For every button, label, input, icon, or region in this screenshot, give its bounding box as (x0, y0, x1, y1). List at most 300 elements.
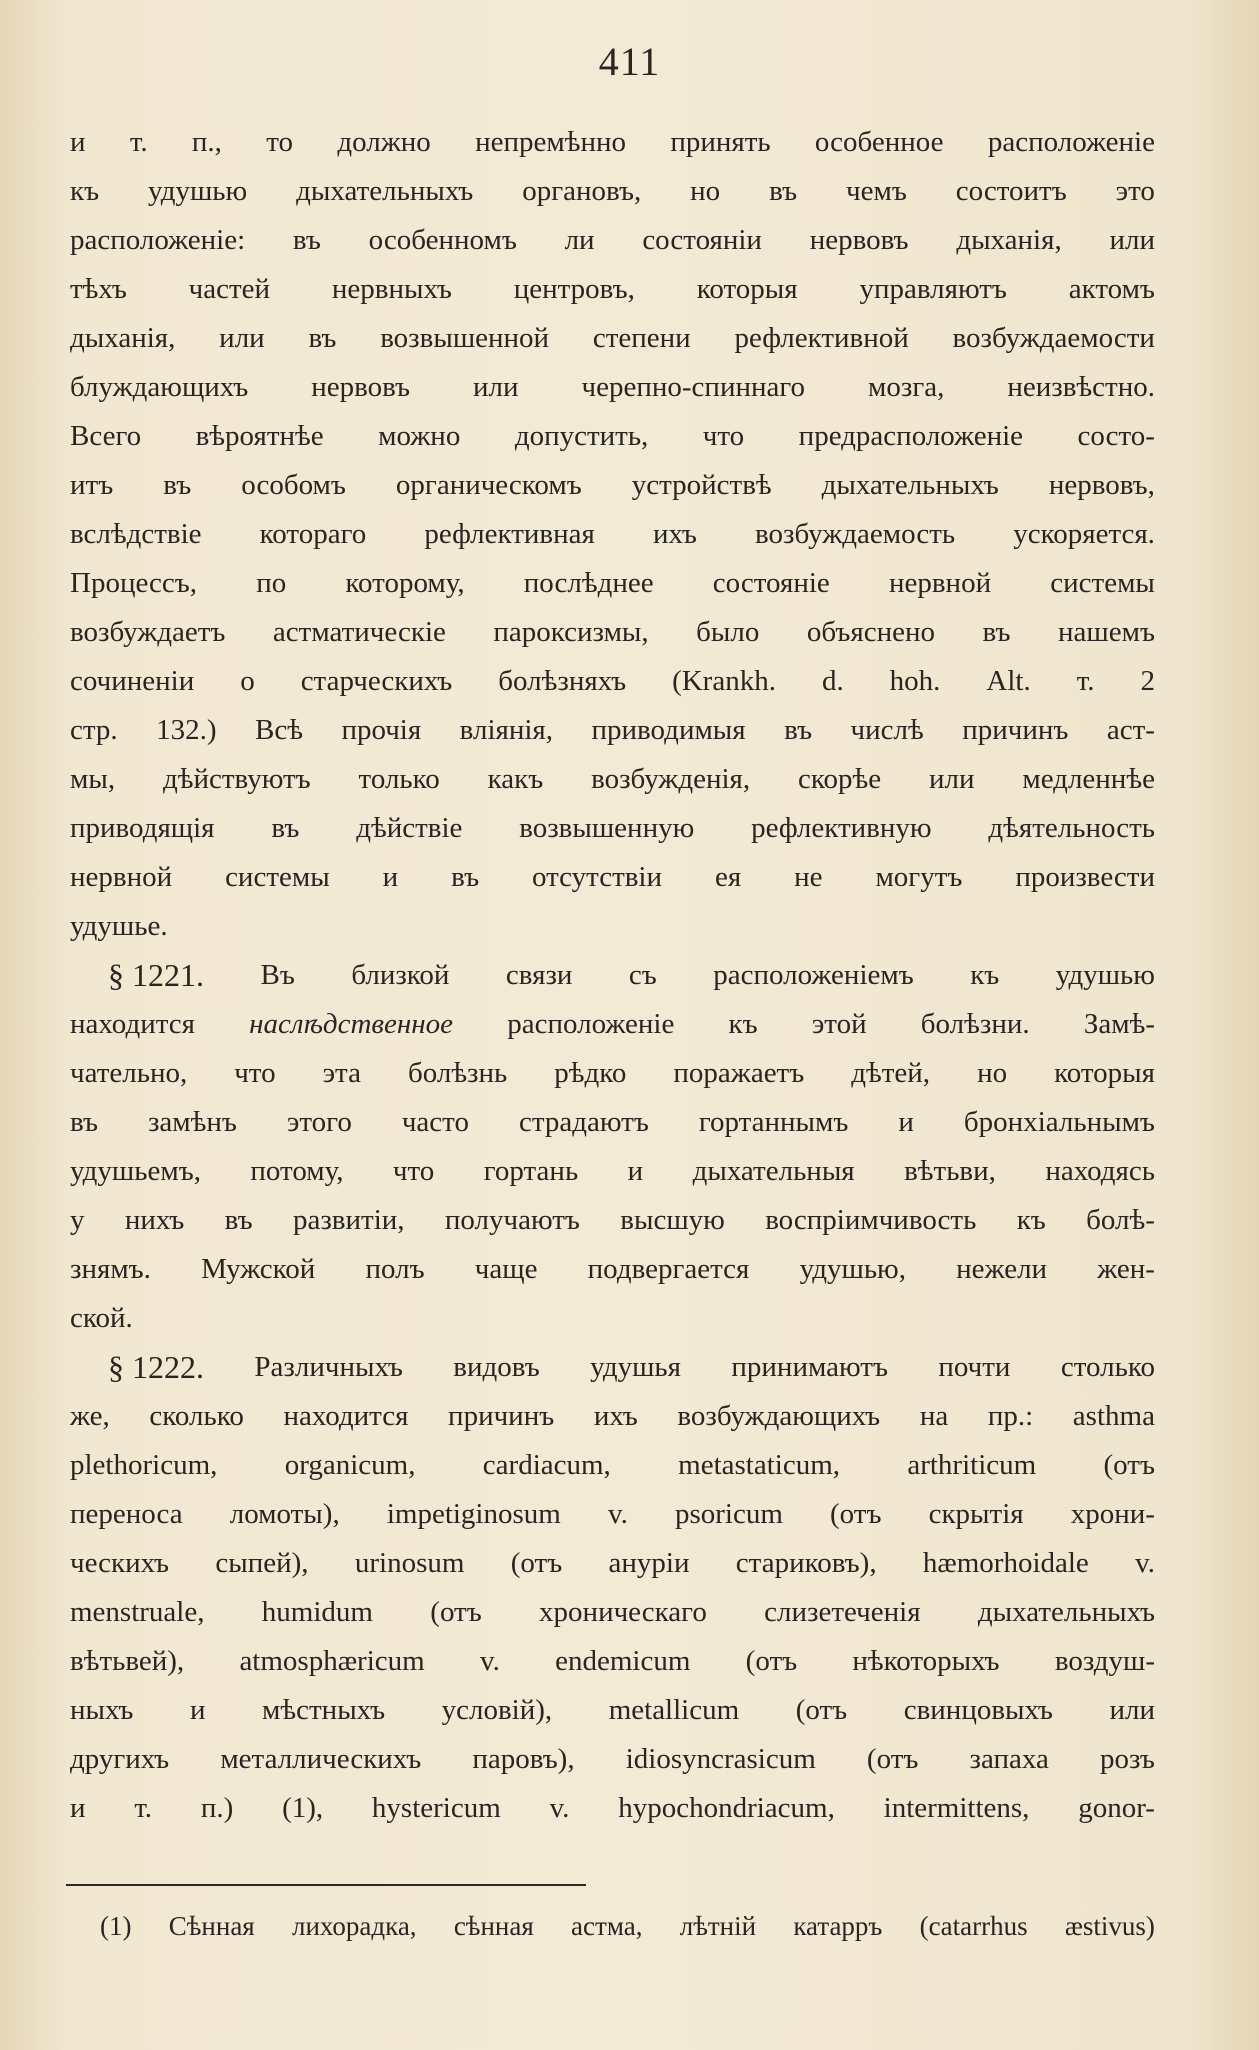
word: дыхательныхъ (296, 175, 474, 207)
word: черепно-спиннаго (581, 371, 806, 403)
word: расположеніе (507, 1008, 675, 1040)
word: въ (271, 812, 300, 844)
word: пароксизмы, (493, 616, 649, 648)
word: ускоряется. (1013, 518, 1155, 550)
word: нашемъ (1058, 616, 1155, 648)
word: вліянія, (459, 714, 554, 746)
word: idiosyncrasicum (625, 1743, 816, 1775)
footnote-marker: (1) (100, 1911, 132, 1941)
word: возвышенной (380, 322, 550, 354)
footnote-word: астма, (571, 1911, 643, 1941)
word: развитіи, (292, 1204, 405, 1236)
word: п., (191, 126, 222, 158)
word: то (266, 126, 294, 158)
text-line (70, 1049, 1155, 1098)
footnote-word: (catarrhus (919, 1911, 1028, 1941)
text-line (70, 755, 1155, 804)
word: какъ (487, 763, 544, 795)
text-line (70, 1245, 1155, 1294)
text-line (70, 118, 1155, 167)
word: ихъ (593, 1400, 638, 1432)
word: и (70, 126, 86, 158)
text-line (70, 1294, 1155, 1343)
footnote-word: æstivus) (1064, 1911, 1155, 1941)
word: дыханія, (70, 322, 176, 354)
word: съ (628, 959, 657, 991)
word: которыя (1054, 1057, 1155, 1089)
word: d. (821, 665, 844, 697)
word: пр.: (987, 1400, 1034, 1432)
word: ли (564, 224, 595, 256)
text-line (70, 1686, 1155, 1735)
section-number: § 1221. (108, 957, 204, 993)
word: или (1109, 1694, 1155, 1726)
word: или (1109, 224, 1155, 256)
text-line (70, 706, 1155, 755)
footnote-word: Сѣнная (168, 1911, 255, 1941)
word: нежели (956, 1253, 1048, 1285)
word: непремѣнно (475, 126, 626, 158)
word: центровъ, (513, 273, 635, 305)
word: дѣятельность (988, 812, 1155, 844)
text-line (70, 1588, 1155, 1637)
word: гортаннымъ (698, 1106, 849, 1138)
word: hystericum (371, 1792, 501, 1824)
word: дѣйствіе (356, 812, 463, 844)
word: связи (505, 959, 573, 991)
word: ея (714, 861, 742, 893)
word: Въ (260, 959, 295, 991)
text-line (70, 1490, 1155, 1539)
word: анурiи (608, 1547, 690, 1579)
word: скорѣе (798, 763, 882, 795)
word: endemicum (555, 1645, 691, 1677)
text-line (70, 216, 1155, 265)
word: дѣйствуютъ (162, 763, 311, 795)
word: atmosphæricum (239, 1645, 425, 1677)
word: или (928, 763, 975, 795)
word: числѣ (850, 714, 924, 746)
word: въ (224, 1204, 253, 1236)
word: воздуш- (1054, 1645, 1155, 1677)
text-line (70, 1735, 1155, 1784)
page-number: 411 (598, 39, 661, 84)
word: степени (592, 322, 691, 354)
text-line (70, 951, 1155, 1000)
word: (Krankh. (672, 665, 776, 697)
word: подвергается (587, 1253, 750, 1285)
word: но (690, 175, 721, 207)
text-line (70, 902, 1155, 951)
word: причинъ (448, 1400, 555, 1432)
word: нервной (888, 567, 992, 599)
word: въ (292, 224, 321, 256)
word: plethoricum, (70, 1449, 218, 1481)
word: удушью, (799, 1253, 906, 1285)
word: Мужской (201, 1253, 316, 1285)
word: нихъ (124, 1204, 185, 1236)
word: нервовъ, (1048, 469, 1155, 501)
word: возбуждающихъ (677, 1400, 881, 1432)
word: свинцовыхъ (903, 1694, 1053, 1726)
text-line (70, 853, 1155, 902)
word: къ (1016, 1204, 1046, 1236)
word: (отъ (866, 1743, 919, 1775)
text-line (70, 1000, 1155, 1049)
word: impetiginosum (386, 1498, 561, 1530)
footnote-word: катарръ (793, 1911, 883, 1941)
text-line (70, 412, 1155, 461)
word: intermittens, (883, 1792, 1030, 1824)
word: находясь (1045, 1155, 1155, 1187)
word: (отъ (795, 1694, 848, 1726)
word: частей (188, 273, 271, 305)
word: прочія (341, 714, 422, 746)
word: металлическихъ (220, 1743, 422, 1775)
word: удушья (590, 1351, 681, 1383)
word: что (392, 1155, 435, 1187)
word: переноса (70, 1498, 183, 1530)
text-line (70, 559, 1155, 608)
word: arthriticum (907, 1449, 1037, 1481)
word: старческихъ (300, 665, 453, 697)
word: (отъ (510, 1547, 563, 1579)
word: находится (283, 1400, 409, 1432)
text-line (70, 363, 1155, 412)
word: могутъ (875, 861, 963, 893)
word: находится (70, 1008, 195, 1040)
word: наслѣдственное (249, 1008, 454, 1040)
word: asthma (1072, 1400, 1155, 1432)
word: не (794, 861, 823, 893)
word: это (1115, 175, 1155, 207)
word: о (240, 665, 255, 697)
word: почти (938, 1351, 1011, 1383)
word: которому, (345, 567, 465, 599)
word: нервныхъ (331, 273, 452, 305)
word: видовъ (453, 1351, 540, 1383)
word: принять (670, 126, 771, 158)
word: hæmorhoidale (922, 1547, 1089, 1579)
word: причинъ (962, 714, 1069, 746)
word: сочиненіи (70, 665, 195, 697)
word: получаютъ (444, 1204, 580, 1236)
text-line (70, 461, 1155, 510)
text-line (70, 1343, 1155, 1392)
word: въ (70, 1106, 98, 1138)
word: итъ (70, 469, 114, 501)
word: cardiacum, (482, 1449, 611, 1481)
word: мы, (70, 763, 116, 795)
word: возбужденія, (591, 763, 751, 795)
word: блуждающихъ (70, 371, 249, 403)
word: гортань (483, 1155, 579, 1187)
word: воспріимчивость (765, 1204, 977, 1236)
text-line (70, 314, 1155, 363)
word: вѣроятнѣе (195, 420, 324, 452)
word: столько (1060, 1351, 1155, 1383)
word: hypochondriacum, (618, 1792, 835, 1824)
word: ческихъ (70, 1547, 170, 1579)
body-text (70, 118, 1155, 1833)
word: возбуждаемости (952, 322, 1155, 354)
word: 132.) (156, 714, 217, 746)
word: тѣхъ (70, 273, 127, 305)
footnote-word: лихорадка, (292, 1911, 417, 1941)
word: хроническаго (539, 1596, 707, 1628)
word: Замѣ- (1083, 1008, 1155, 1040)
word: нервовъ (311, 371, 411, 403)
word: паровъ), (472, 1743, 575, 1775)
word: расположеніе: (70, 224, 246, 256)
word: состояніе (712, 567, 830, 599)
word: отсутствіи (532, 861, 663, 893)
word: дыхательныя (692, 1155, 855, 1187)
word: допустить, (514, 420, 649, 452)
word: страдаютъ (518, 1106, 649, 1138)
word: ихъ (652, 518, 697, 550)
word: только (358, 763, 440, 795)
word: запаха (969, 1743, 1049, 1775)
word: же, (70, 1400, 110, 1432)
word: или (473, 371, 519, 403)
word: болѣзнь (407, 1057, 508, 1089)
word: расположеніемъ (713, 959, 914, 991)
word: системы (1050, 567, 1155, 599)
word: ской. (70, 1302, 133, 1334)
footnote-word: сѣнная (453, 1911, 534, 1941)
word: къ (728, 1008, 758, 1040)
word: скрытія (928, 1498, 1024, 1530)
word: нервовъ (809, 224, 909, 256)
text-line (70, 167, 1155, 216)
word: знямъ. (70, 1253, 151, 1285)
word: астматическіе (272, 616, 446, 648)
word: высшую (620, 1204, 725, 1236)
word: metallicum (608, 1694, 740, 1726)
word: возбуждаемость (755, 518, 956, 550)
word: состоитъ (955, 175, 1067, 207)
word: и (627, 1155, 644, 1187)
word: urinosum (354, 1547, 465, 1579)
word: системы (225, 861, 330, 893)
word: сыпей), (215, 1547, 309, 1579)
word: v. (1135, 1547, 1155, 1579)
text-line (70, 1637, 1155, 1686)
text-line (70, 265, 1155, 314)
word: къ (970, 959, 1000, 991)
word: удушье. (70, 910, 168, 942)
word: и (898, 1106, 914, 1138)
word: актомъ (1068, 273, 1155, 305)
word: болѣзняхъ (498, 665, 627, 697)
word: вѣтьви, (904, 1155, 996, 1187)
word: медленнѣе (1022, 763, 1155, 795)
word: объяснено (806, 616, 936, 648)
footnote-divider (66, 1884, 586, 1886)
word: эта (322, 1057, 361, 1089)
word: (отъ (830, 1498, 882, 1530)
word: мѣстныхъ (262, 1694, 386, 1726)
word: болѣзни. (920, 1008, 1030, 1040)
word: устройствѣ (631, 469, 772, 501)
word: чательно, (70, 1057, 188, 1089)
word: полъ (365, 1253, 425, 1285)
word: v. (479, 1645, 500, 1677)
word: аст- (1106, 714, 1155, 746)
word: управляютъ (859, 273, 1007, 305)
word: послѣднее (523, 567, 654, 599)
word: особенномъ (368, 224, 517, 256)
word: psoricum (674, 1498, 783, 1530)
text-line (70, 1147, 1155, 1196)
word: дыхательныхъ (821, 469, 999, 501)
word: и (382, 861, 399, 893)
word: удушью (1055, 959, 1155, 991)
word: потому, (250, 1155, 344, 1187)
word: въ (163, 469, 192, 501)
word: стр. (70, 714, 118, 746)
word: приводимыя (591, 714, 746, 746)
text-line (70, 1539, 1155, 1588)
word: 2 (1140, 665, 1155, 697)
word: было (696, 616, 760, 648)
word: Всего (70, 420, 142, 452)
word: Процессъ, (70, 567, 198, 599)
word: приводящія (70, 812, 215, 844)
word: и (189, 1694, 206, 1726)
word: ломоты), (229, 1498, 340, 1530)
word: сколько (149, 1400, 244, 1432)
word: (1), (282, 1792, 324, 1824)
word: рефлективной (734, 322, 909, 354)
word: п.) (200, 1792, 234, 1824)
word: что (702, 420, 745, 452)
word: v. (549, 1792, 570, 1824)
word: на (919, 1400, 949, 1432)
word: дѣтей, (851, 1057, 931, 1089)
word: humidum (261, 1596, 373, 1628)
word: вѣтьвей), (70, 1645, 185, 1677)
text-line (70, 1441, 1155, 1490)
word: котораго (259, 518, 367, 550)
word: чемъ (846, 175, 907, 207)
word: можно (378, 420, 461, 452)
word: состо- (1077, 420, 1155, 452)
word: предрасположеніе (798, 420, 1024, 452)
word: неизвѣстно. (1007, 371, 1155, 403)
word: или (219, 322, 265, 354)
word: (отъ (430, 1596, 482, 1628)
text-line (70, 608, 1155, 657)
word: удушьемъ, (70, 1155, 201, 1187)
word: болѣ- (1086, 1204, 1155, 1236)
word: Различныхъ (254, 1351, 403, 1383)
text-line (70, 1098, 1155, 1147)
word: нѣкоторыхъ (852, 1645, 1000, 1677)
word: по (256, 567, 287, 599)
text-line (70, 1196, 1155, 1245)
word: чаще (474, 1253, 538, 1285)
word: (отъ (745, 1645, 798, 1677)
footnote (100, 1906, 1155, 1946)
word: особомъ (241, 469, 346, 501)
word: но (977, 1057, 1008, 1089)
word: въ (308, 322, 337, 354)
section-number: § 1222. (108, 1349, 204, 1385)
word: въ (769, 175, 798, 207)
word: menstruale, (70, 1596, 205, 1628)
word: Alt. (986, 665, 1031, 697)
word: другихъ (70, 1743, 170, 1775)
word: замѣнъ (147, 1106, 237, 1138)
word: въ (784, 714, 813, 746)
word: т. (129, 126, 148, 158)
text-line (70, 804, 1155, 853)
word: дыхательныхъ (977, 1596, 1155, 1628)
word: бронхіальнымъ (963, 1106, 1155, 1138)
word: въ (451, 861, 480, 893)
word: органовъ, (522, 175, 642, 207)
text-line (70, 1392, 1155, 1441)
word: т. (1076, 665, 1095, 697)
text-line (70, 1784, 1155, 1833)
word: расположеніе (987, 126, 1155, 158)
word: т. (134, 1792, 153, 1824)
word: стариковъ), (735, 1547, 877, 1579)
word: рѣдко (554, 1057, 627, 1089)
word: близкой (351, 959, 450, 991)
word: поражаетъ (673, 1057, 805, 1089)
word: условій), (441, 1694, 553, 1726)
word: v. (607, 1498, 628, 1530)
word: этой (811, 1008, 867, 1040)
word: organicum, (284, 1449, 416, 1481)
word: должно (337, 126, 431, 158)
word: жен- (1097, 1253, 1155, 1285)
word: хрони- (1070, 1498, 1155, 1530)
word: слизетеченія (764, 1596, 921, 1628)
word: нервной (70, 861, 173, 893)
word: къ (70, 175, 100, 207)
word: metastaticum, (678, 1449, 841, 1481)
word: возвышенную (519, 812, 695, 844)
word: розъ (1099, 1743, 1155, 1775)
text-line (70, 657, 1155, 706)
word: произвести (1015, 861, 1155, 893)
word: Всѣ (255, 714, 303, 746)
word: которыя (696, 273, 798, 305)
word: hoh. (889, 665, 941, 697)
word: принимаютъ (731, 1351, 888, 1383)
word: въ (982, 616, 1011, 648)
word: особенное (814, 126, 944, 158)
word: возбуждаетъ (70, 616, 226, 648)
word: удушью (148, 175, 248, 207)
word: gonor- (1078, 1792, 1155, 1824)
footnote-word: лѣтній (679, 1911, 757, 1941)
word: что (234, 1057, 276, 1089)
word: (отъ (1103, 1449, 1155, 1481)
word: мозга, (868, 371, 945, 403)
word: вслѣдствіе (70, 518, 202, 550)
word: и (70, 1792, 86, 1824)
word: рефлективную (751, 812, 932, 844)
word: ныхъ (70, 1694, 134, 1726)
word: состояніи (642, 224, 762, 256)
word: дыханія, (956, 224, 1062, 256)
word: у (70, 1204, 85, 1236)
